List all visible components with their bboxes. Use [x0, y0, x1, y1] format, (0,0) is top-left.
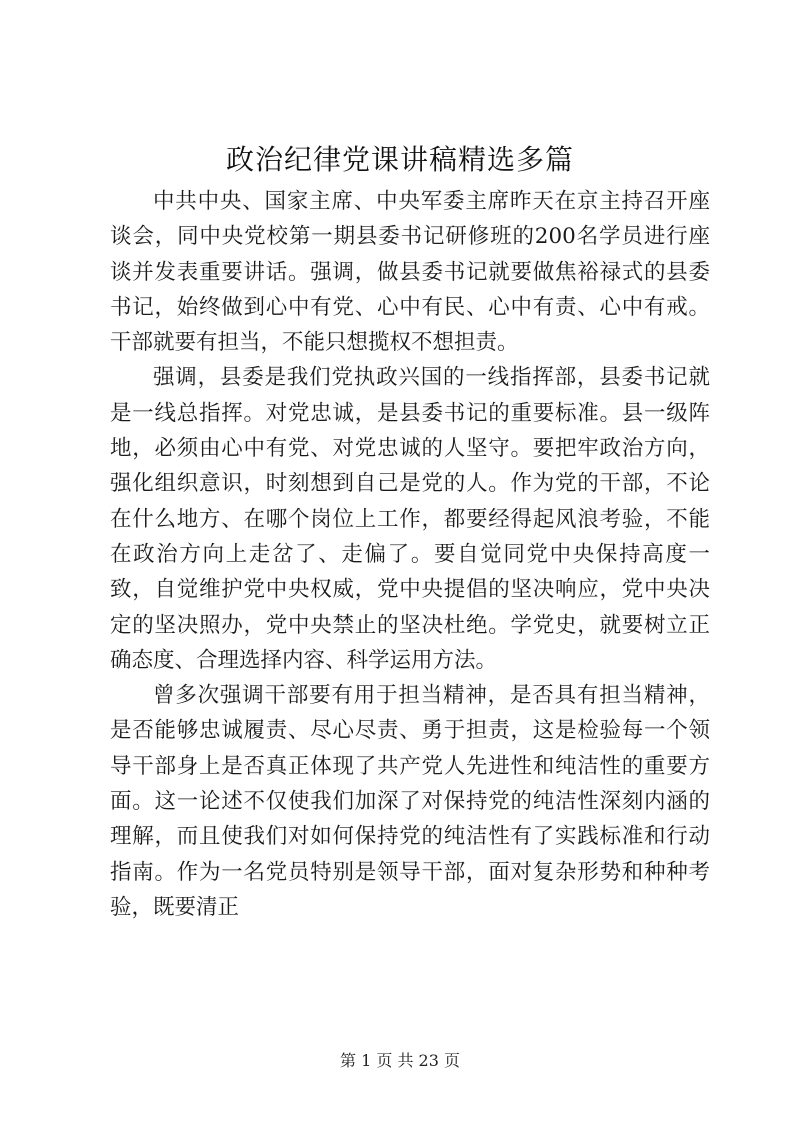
paragraph-1: 中共中央、国家主席、中央军委主席昨天在京主持召开座谈会，同中央党校第一期县委书记研修班的200名学员进行座谈并发表重要讲话。强调，做县委书记就要做焦裕禄式的县委书记，始终做到心中有党、心中有民、心中有责、心中有戒。干部就要有担当，不能只想揽权不想担责。 [110, 189, 710, 356]
paragraph-2: 强调，县委是我们党执政兴国的一线指挥部，县委书记就是一线总指挥。对党忠诚，是县委书记的重要标准。县一级阵地，必须由心中有党、对党忠诚的人坚守。要把牢政治方向，强化组织意识，时刻想到自己是党的人。作为党的干部，不论在什么地方、在哪个岗位上工作，都要经得起风浪考验，不能在政治方向上走岔了、走偏了。要自觉同党中央保持高度一致，自觉维护党中央权威，党中央提倡的坚决响应，党中央决定的坚决照办，党中央禁止的坚决杜绝。学党史，就要树立正确态度、合理选择内容、科学运用方法。 [110, 365, 710, 673]
document-body [110, 184, 710, 925]
page-footer: 第 1 页 共 23 页 [340, 1051, 460, 1070]
document-title: 政治纪律党课讲稿精选多篇 [225, 143, 574, 176]
paragraph-3: 曾多次强调干部要有用于担当精神，是否具有担当精神，是否能够忠诚履责、尽心尽责、勇于担责，这是检验每一个领导干部身上是否真正体现了共产党人先进性和纯洁性的重要方面。这一论述不仅使我们加深了对保持党的纯洁性深刻内涵的理解，而且使我们对如何保持党的纯洁性有了实践标准和行动指南。作为一名党员特别是领导干部，面对复杂形势和种种考验，既要清正 [110, 683, 710, 920]
